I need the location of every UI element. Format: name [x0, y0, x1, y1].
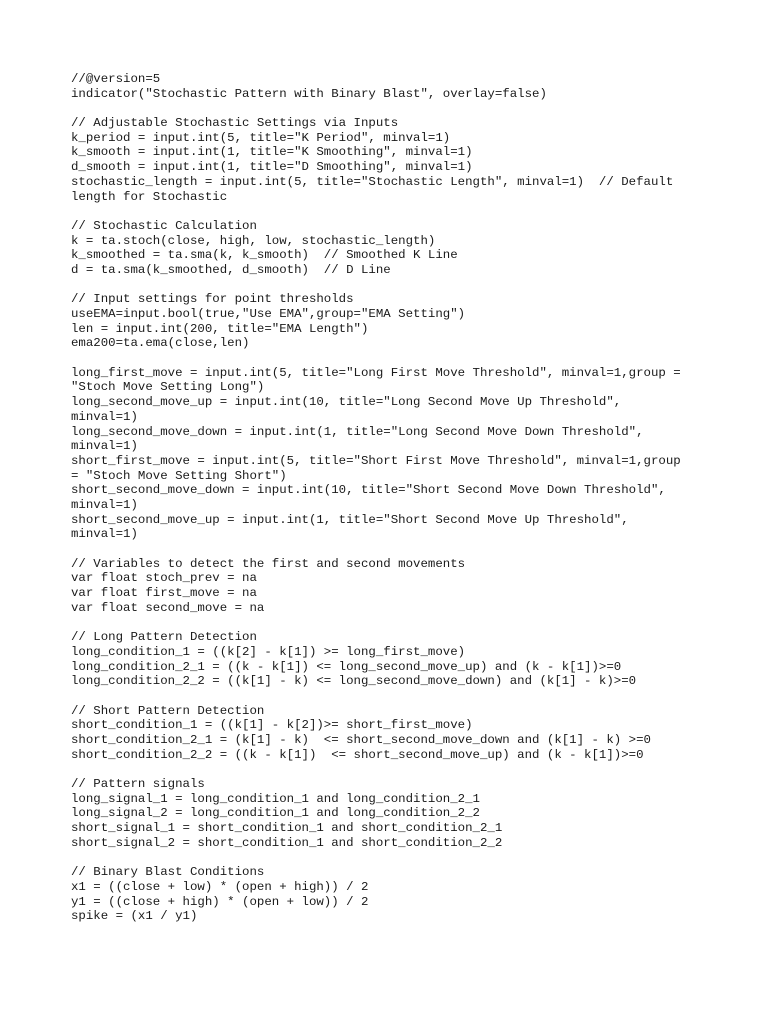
code-line: short_signal_1 = short_condition_1 and short_condition_2_1 — [71, 821, 503, 836]
code-line: k_period = input.int(5, title="K Period", minval=1) — [71, 130, 451, 145]
code-line: d_smooth = input.int(1, title="D Smoothing", minval=1) — [71, 160, 473, 175]
code-line: // Binary Blast Conditions — [71, 865, 265, 880]
code-line: short_condition_2_2 = ((k - k[1]) <= short_second_move_up) and (k - k[1])>=0 — [71, 747, 644, 762]
code-line: short_second_move_down = input.int(10, title="Short Second Move Down Threshold", — [71, 483, 666, 498]
code-line: k = ta.stoch(close, high, low, stochastic_length) — [71, 233, 436, 248]
code-line: short_condition_2_1 = (k[1] - k) <= short_second_move_down and (k[1] - k) >=0 — [71, 732, 651, 747]
code-line: var float stoch_prev = na — [71, 571, 257, 586]
code-line: // Pattern signals — [71, 777, 205, 791]
code-line: short_first_move = input.int(5, title="Short First Move Threshold", minval=1,group — [71, 453, 681, 468]
code-line: short_signal_2 = short_condition_1 and short_condition_2_2 — [71, 835, 503, 850]
code-line: = "Stoch Move Setting Short") — [71, 468, 287, 483]
code-line — [71, 689, 711, 704]
code-line: // Adjustable Stochastic Settings via Inputs — [71, 116, 399, 131]
code-line: length for Stochastic — [71, 189, 228, 204]
code-line: // Long Pattern Detection — [71, 630, 257, 645]
code-line — [71, 850, 711, 865]
code-line: long_second_move_up = input.int(10, title="Long Second Move Up Threshold", — [71, 395, 622, 410]
code-line — [71, 762, 711, 777]
code-line: var float first_move = na — [71, 586, 257, 601]
code-line: long_first_move = input.int(5, title="Long First Move Threshold", minval=1,group = — [71, 365, 681, 380]
code-line — [71, 351, 711, 366]
code-line — [71, 204, 711, 219]
code-line: short_second_move_up = input.int(1, title="Short Second Move Up Threshold", — [71, 512, 629, 527]
code-line: minval=1) — [71, 497, 138, 512]
code-line: spike = (x1 / y1) — [71, 909, 198, 924]
code-line: long_second_move_down = input.int(1, title="Long Second Move Down Threshold", — [71, 424, 644, 439]
code-line: long_condition_1 = ((k[2] - k[1]) >= long_first_move) — [71, 644, 466, 659]
code-line — [71, 542, 711, 557]
code-line: var float second_move = na — [71, 600, 265, 615]
code-line: "Stoch Move Setting Long") — [71, 380, 265, 395]
code-line: // Stochastic Calculation — [71, 218, 257, 233]
code-line — [71, 278, 711, 293]
code-line: long_signal_2 = long_condition_1 and long_condition_2_2 — [71, 806, 480, 821]
code-line: // Input settings for point thresholds — [71, 292, 354, 307]
code-line: d = ta.sma(k_smoothed, d_smooth) // D Line — [71, 262, 391, 277]
code-line: k_smooth = input.int(1, title="K Smoothing", minval=1) — [71, 145, 473, 160]
code-line: minval=1) — [71, 527, 138, 542]
code-line: useEMA=input.bool(true,"Use EMA",group="EMA Setting") — [71, 307, 466, 321]
code-line: ema200=ta.ema(close,len) — [71, 336, 250, 351]
code-line: minval=1) — [71, 439, 138, 454]
code-line: short_condition_1 = ((k[1] - k[2])>= short_first_move) — [71, 718, 473, 733]
code-line: // Short Pattern Detection — [71, 703, 265, 718]
code-line: indicator("Stochastic Pattern with Binary Blast", overlay=false) — [71, 86, 547, 101]
code-line: y1 = ((close + high) * (open + low)) / 2 — [71, 894, 369, 909]
code-line — [71, 615, 711, 630]
code-line: long_condition_2_2 = ((k[1] - k) <= long_second_move_down) and (k[1] - k)>=0 — [71, 674, 637, 689]
code-listing — [71, 72, 711, 924]
code-line: long_signal_1 = long_condition_1 and long_condition_2_1 — [71, 791, 480, 806]
code-line: //@version=5 — [71, 72, 161, 86]
code-line: minval=1) — [71, 409, 138, 424]
code-line: k_smoothed = ta.sma(k, k_smooth) // Smoothed K Line — [71, 248, 458, 263]
code-line — [71, 101, 711, 116]
code-line: long_condition_2_1 = ((k - k[1]) <= long_second_move_up) and (k - k[1])>=0 — [71, 659, 622, 674]
code-line: stochastic_length = input.int(5, title="Stochastic Length", minval=1) // Default — [71, 174, 674, 189]
code-line: x1 = ((close + low) * (open + high)) / 2 — [71, 879, 369, 894]
code-line: len = input.int(200, title="EMA Length") — [71, 321, 369, 336]
code-line: // Variables to detect the first and second movements — [71, 556, 466, 571]
